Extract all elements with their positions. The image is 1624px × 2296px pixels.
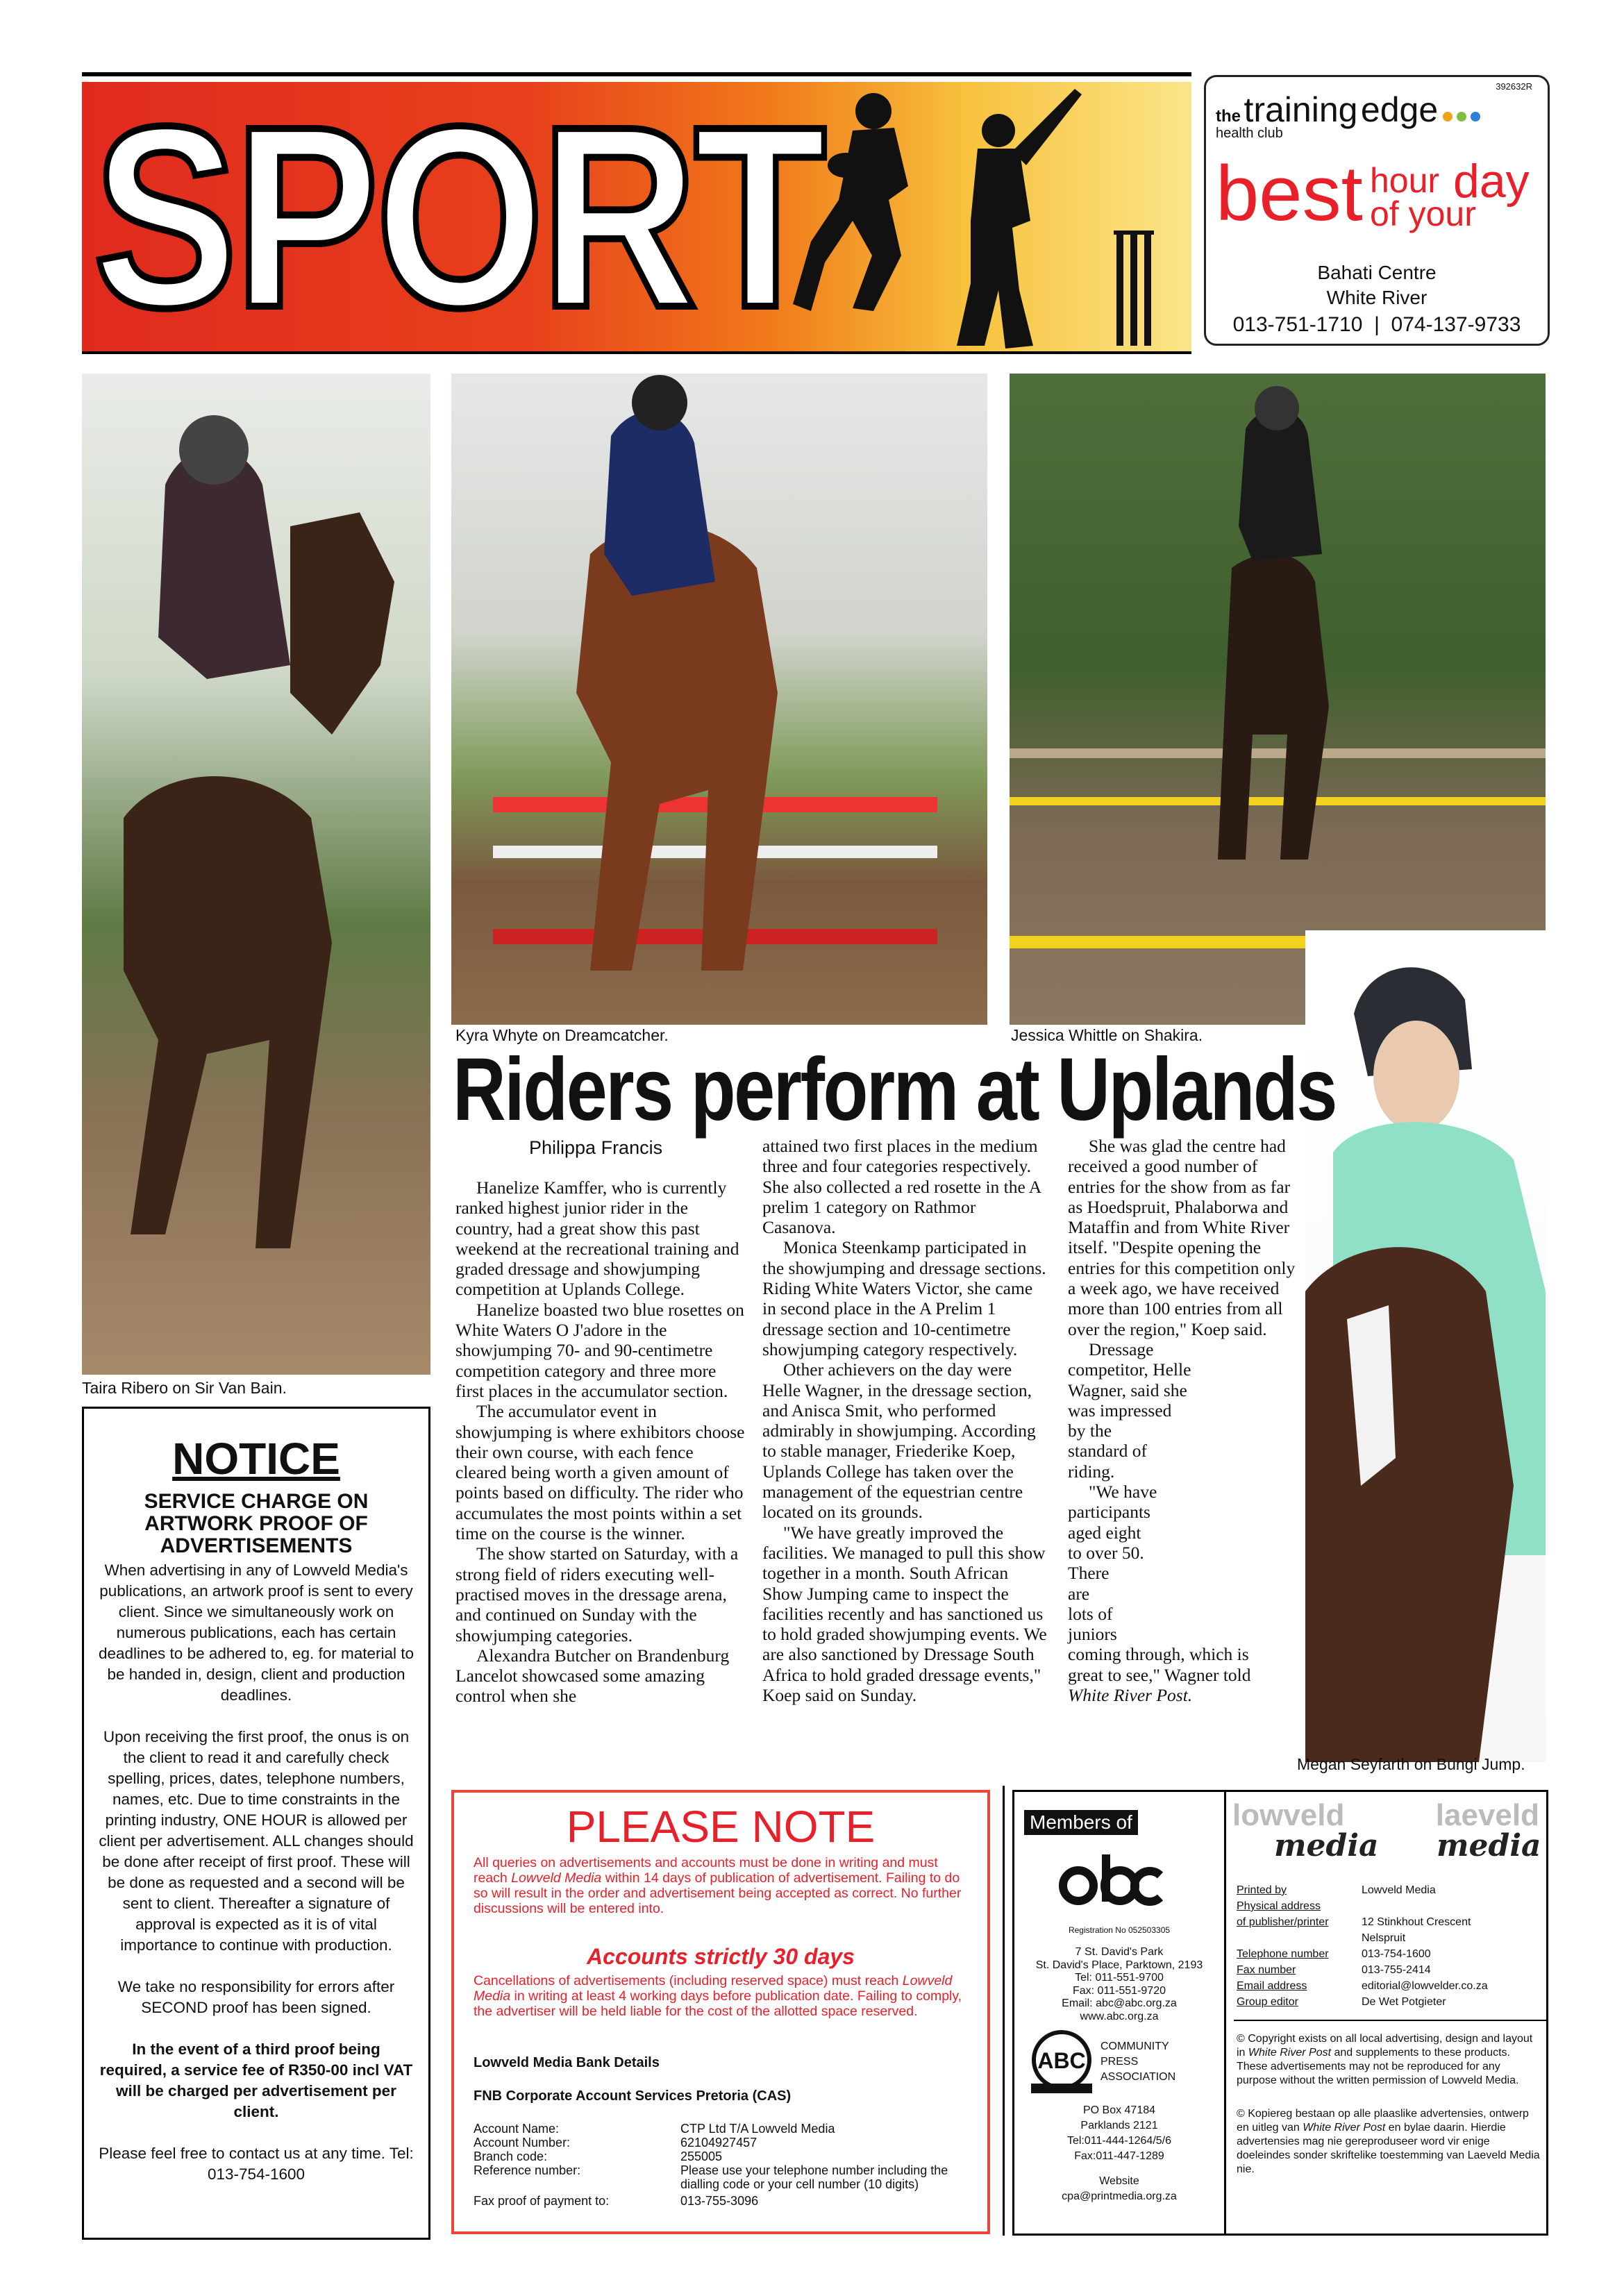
abc-address xyxy=(1014,1946,1224,2023)
logo-2-top: laeveld xyxy=(1435,1798,1539,1832)
col2-para-3: Other achievers on the day were Helle Wagner, in the dressage section, and Anisca Smit, who performed admirably in showjumping. According to stable manager, Friederike Koep, Uplands College has taken over the management of the equestrian centre located on its grounds. xyxy=(762,1359,1036,1523)
col3-line: Dressage xyxy=(1089,1339,1154,1359)
top-rule xyxy=(82,72,1191,76)
ad-location-2: White River xyxy=(1326,287,1428,308)
imprint-label: Printed by xyxy=(1237,1884,1287,1896)
article-headline: Riders perform at Uplands xyxy=(453,1040,1336,1139)
imprint-value: 013-754-1600 xyxy=(1362,1948,1431,1960)
imprint-label: Fax number xyxy=(1237,1964,1296,1976)
bank-row-label: Reference number: xyxy=(474,2163,581,2177)
pn-para1-em: Lowveld Media xyxy=(511,1870,602,1886)
col2-para-1: attained two first places in the medium three and four categories respectively. She also collected a red rosette in the A prelim 1 category on Rathmor Casanova. xyxy=(762,1136,1041,1238)
please-note-para-1 xyxy=(474,1855,971,1916)
copyright-en-b: and supplements to these products. These advertisements may not be reproduced for any purpose without the written permission of Lowveld Media. xyxy=(1237,2047,1519,2086)
abc-address-line: Tel: 011-551-9700 xyxy=(1075,1972,1164,1984)
article-byline: Philippa Francis xyxy=(529,1137,663,1158)
col3-line: coming through, which is xyxy=(1068,1644,1249,1665)
imprint-label: Group editor xyxy=(1237,1996,1298,2008)
col1-para-1: Hanelize Kamffer, who is currently ranked highest junior rider in the country, had a great show this past weekend at the recreational training and graded dressage and showjumping competition at Uplands College. xyxy=(455,1178,739,1300)
notice-subtitle: SERVICE CHARGE ON ARTWORK PROOF OF ADVERTISEMENTS xyxy=(144,1490,369,1557)
copyright-en xyxy=(1237,2032,1542,2088)
cpa-address-line: Parklands 2121 xyxy=(1080,2120,1158,2131)
bank-row xyxy=(474,2122,971,2136)
caption-kyra-whyte: Kyra Whyte on Dreamcatcher. xyxy=(455,1026,669,1044)
notice-para-1: When advertising in any of Lowveld Media's publications, an artwork proof is sent to every client. Since we simultaneously work on numerous publications, each has certain deadlines to be adhered to, eg. for material to be handed in, design, client and production deadlines. xyxy=(98,1561,415,1704)
cpa-address-line: Tel:011-444-1264/5/6 xyxy=(1066,2135,1172,2147)
col3-line: great to see," Wagner told xyxy=(1068,1664,1251,1685)
imprint-table xyxy=(1237,1882,1542,2010)
photo-kyra-whyte xyxy=(451,374,987,1025)
notice-para-4: In the event of a third proof being required, a service fee of R350-00 incl VAT will be charged per advertisement per client. xyxy=(99,2041,413,2120)
cpa-website-label: Website xyxy=(1099,2175,1139,2187)
bank-row-value: 62104927457 xyxy=(680,2136,757,2150)
abc-logo-icon xyxy=(1057,1847,1169,1910)
col2-para-2: Monica Steenkamp participated in the showjumping and dressage sections. Riding White Waters Victor, she came in second place in the A Prelim 1 dressage section and 10-centimetre showjumping category respectively. xyxy=(762,1237,1046,1359)
ad-phones: 013-751-1710 | 074-137-9733 xyxy=(1232,313,1521,336)
bank-row xyxy=(474,2194,971,2208)
ad-location-1: Bahati Centre xyxy=(1317,262,1437,283)
ad-ref: 392632R xyxy=(1496,81,1532,92)
bank-row-label: Account Number: xyxy=(474,2136,571,2150)
ad-dots-icon xyxy=(1441,110,1483,126)
training-edge-ad[interactable] xyxy=(1204,75,1550,346)
photo-megan-seyfarth xyxy=(1305,930,1546,1762)
bank-details-table xyxy=(474,2122,971,2208)
imprint-value[interactable]: editorial@lowvelder.co.za xyxy=(1362,1980,1488,1992)
notice-para-5: Please feel free to contact us at any time. Tel: 013-754-1600 xyxy=(99,2145,414,2183)
bank-row xyxy=(474,2136,971,2150)
copyright-af-b: en bylae daarin. Hierdie advertensies mag nie gereproduseer word vir enige doeleindes sonder skriftelike toestemming van Laeveld Media nie. xyxy=(1237,2122,1540,2175)
col3-line-end: White River Post. xyxy=(1068,1685,1193,1706)
pn-para2-em: Lowveld Media xyxy=(474,1973,953,2004)
col1-para-5: Alexandra Butcher on Brandenburg Lancelot showcased some amazing control when she xyxy=(455,1645,730,1707)
publisher-info-box xyxy=(1012,1790,1548,2236)
ad-slogan-hour: hour xyxy=(1370,161,1440,200)
cpa-address-line: PO Box 47184 xyxy=(1082,2104,1156,2116)
bank-row-value: CTP Ltd T/A Lowveld Media xyxy=(680,2122,835,2136)
notice-para-3: We take no responsibility for errors after SECOND proof has been signed. xyxy=(117,1978,395,2016)
svg-text:ABC: ABC xyxy=(1037,2048,1086,2073)
article-column-1 xyxy=(455,1178,747,1707)
bank-row-value: Please use your telephone number including the dialling code or your cell number (10 digits) xyxy=(680,2163,948,2191)
bank-row-value: 255005 xyxy=(680,2150,723,2163)
copyright-af xyxy=(1237,2107,1542,2177)
col3-wrap-lines xyxy=(1068,1339,1298,1705)
col3-line: "We have xyxy=(1089,1482,1157,1502)
col3-line: by the xyxy=(1068,1421,1112,1441)
imprint-label: Email address xyxy=(1237,1980,1307,1992)
col3-line: lots of xyxy=(1068,1603,1113,1624)
sport-title: SPORT xyxy=(93,82,823,351)
imprint-row xyxy=(1237,1882,1542,1898)
pn-para1-b: within 14 days of publication of advertisement. Failing to do so will result in the order and advertisement being accepted as correct. No further discussions will be entered into. xyxy=(474,1870,962,1916)
imprint-divider xyxy=(1234,2020,1546,2021)
please-note-title: PLEASE NOTE xyxy=(566,1802,876,1852)
bank-row-label: Branch code: xyxy=(474,2150,548,2163)
cpa-logo-icon xyxy=(1028,2028,1095,2095)
article-column-3 xyxy=(1068,1136,1298,1705)
separator-vertical xyxy=(1003,1786,1005,2236)
sport-banner xyxy=(82,82,1191,351)
notice-para-2: Upon receiving the first proof, the onus is on the client to read it and carefully check spelling, prices, dates, telephone numbers, names, etc. Due to time constraints in the printing industry, ONE HOUR is allowed per client per advertisement. ALL changes should be done after receipt of first proof. These will be done as requested and a second will be sent to client. Thereafter a signature of approval is expected as it is of vital importance to continue with production. xyxy=(99,1728,414,1954)
bank-row-label: Fax proof of payment to: xyxy=(474,2194,610,2208)
photo-jessica-whittle xyxy=(1010,374,1546,1025)
imprint-value: 12 Stinkhout Crescent xyxy=(1362,1916,1471,1928)
bank-row xyxy=(474,2163,971,2191)
bank-row-value: 013-755-3096 xyxy=(680,2194,759,2208)
ad-the: the xyxy=(1216,107,1241,126)
photo-taira-ribero xyxy=(82,374,430,1375)
ad-brand-edge: edge xyxy=(1360,90,1439,129)
pn-para1-a: All queries on advertisements and accounts must be done in writing and must reach xyxy=(474,1855,938,1886)
imprint-row xyxy=(1237,1994,1542,2010)
col3-line: to over 50. xyxy=(1068,1542,1144,1563)
imprint-label xyxy=(1237,1930,1362,1946)
laeveld-media-logo xyxy=(1392,1800,1545,1867)
copyright-en-em: White River Post xyxy=(1248,2047,1332,2059)
imprint-label: Physical address xyxy=(1237,1900,1321,1912)
col3-line: aged eight xyxy=(1068,1522,1141,1543)
logo-1-bottom: media xyxy=(1274,1828,1379,1863)
pn-para2-a: Cancellations of advertisements (including reserved space) must reach xyxy=(474,1973,903,1988)
notice-title: NOTICE xyxy=(172,1434,340,1484)
col3-line: participants xyxy=(1068,1502,1150,1523)
ad-slogan-best: best xyxy=(1216,150,1363,237)
imprint-value: De Wet Potgieter xyxy=(1362,1996,1446,2008)
info-separator xyxy=(1224,1792,1226,2234)
cpa-address-line: Fax:011-447-1289 xyxy=(1074,2150,1164,2162)
masthead-bottom-rule xyxy=(82,351,1191,354)
col3-para-1: She was glad the centre had received a good number of entries for the show from as far as Hoedspruit, Phalaborwa and Mataffin and from White River itself. "Despite opening the entries for this competition only a week ago, we have received more than 100 entries from all over the region," Koep said. xyxy=(1068,1136,1296,1339)
col3-line: competitor, Helle xyxy=(1068,1359,1191,1380)
notice-box xyxy=(82,1407,430,2240)
copyright-af-em: White River Post xyxy=(1303,2122,1386,2134)
logo-1-top: lowveld xyxy=(1232,1798,1345,1832)
col3-line: was impressed xyxy=(1068,1400,1172,1421)
bank-title: Lowveld Media Bank Details xyxy=(474,2055,660,2070)
col3-line: There xyxy=(1068,1563,1110,1584)
imprint-row xyxy=(1237,1978,1542,1994)
ad-brand-sub: health club xyxy=(1216,126,1283,141)
pn-para2-b: in writing at least 4 working days before publication date. Failing to comply, the advertiser will be held liable for the cost of the allotted space reserved. xyxy=(474,1988,962,2019)
imprint-row xyxy=(1237,1930,1542,1946)
logo-2-bottom: media xyxy=(1437,1828,1541,1863)
col1-para-4: The show started on Saturday, with a strong field of riders executing well-practised moves in the dressage arena, and continued on Sunday with the showjumping categories. xyxy=(455,1543,739,1645)
bank-name: FNB Corporate Account Services Pretoria (CAS) xyxy=(474,2088,792,2104)
ad-slogan-day: day xyxy=(1453,155,1530,208)
col3-line: Wagner, said she xyxy=(1068,1380,1187,1400)
bank-row-label: Account Name: xyxy=(474,2122,560,2136)
please-note-para-2 xyxy=(474,1973,971,2019)
caption-megan-seyfarth: Megan Seyfarth on Bungi Jump. xyxy=(1297,1755,1525,1773)
imprint-row xyxy=(1237,1914,1542,1930)
please-note-box xyxy=(451,1790,990,2234)
imprint-row xyxy=(1237,1962,1542,1978)
bank-row xyxy=(474,2150,971,2163)
col3-line: juniors xyxy=(1068,1624,1117,1645)
cpa-address xyxy=(1014,2103,1224,2204)
imprint-label: of publisher/printer xyxy=(1237,1916,1329,1928)
abc-reg: Registration No 052503305 xyxy=(1068,1925,1171,1935)
col3-line: standard of xyxy=(1068,1441,1148,1461)
cpa-name: COMMUNITY PRESS ASSOCIATION xyxy=(1100,2041,1176,2083)
col1-para-2: Hanelize boasted two blue rosettes on White Waters O J'adore in the showjumping 70- and 90-centimetre competition category and three more first places in the accumulator section. xyxy=(455,1299,744,1401)
imprint-value: Lowveld Media xyxy=(1362,1884,1436,1896)
cpa-website[interactable]: cpa@printmedia.org.za xyxy=(1062,2190,1177,2202)
col3-line: riding. xyxy=(1068,1461,1115,1482)
members-of-label: Members of xyxy=(1024,1810,1138,1835)
abc-address-line: St. David's Place, Parktown, 2193 xyxy=(1035,1959,1203,1971)
caption-taira-ribero: Taira Ribero on Sir Van Bain. xyxy=(82,1379,287,1397)
abc-address-line: Fax: 011-551-9720 xyxy=(1072,1984,1166,1997)
athletes-silhouette-graphic xyxy=(769,82,1191,351)
imprint-row xyxy=(1237,1946,1542,1962)
abc-address-line: www.abc.org.za xyxy=(1080,2010,1159,2022)
imprint-label: Telephone number xyxy=(1237,1948,1329,1960)
caption-jessica-whittle: Jessica Whittle on Shakira. xyxy=(1011,1026,1203,1044)
imprint-value: Nelspruit xyxy=(1362,1932,1406,1944)
please-note-subtitle: Accounts strictly 30 days xyxy=(587,1944,855,1969)
lowveld-media-logo xyxy=(1232,1800,1385,1867)
copyright-en-a: © Copyright exists on all local advertising, design and layout in xyxy=(1237,2033,1533,2059)
imprint-row xyxy=(1237,1898,1542,1914)
ad-slogan-ofyour: of your xyxy=(1370,194,1476,233)
col3-line: are xyxy=(1068,1583,1090,1604)
abc-address-line: Email: abc@abc.org.za xyxy=(1062,1997,1177,2009)
imprint-value: 013-755-2414 xyxy=(1362,1964,1431,1976)
ad-brand-training: training xyxy=(1244,90,1358,129)
col2-para-4: "We have greatly improved the facilities. We managed to pull this show together in a month. South African Show Jumping came to inspect the facilities recently and has sanctioned us to hold graded showjumping events. We are also sanctioned by Dressage South Africa to hold graded dressage events," Koep said on Sunday. xyxy=(762,1522,1047,1706)
abc-address-line: 7 St. David's Park xyxy=(1075,1946,1164,1958)
copyright-af-a: © Kopiereg bestaan op alle plaaslike advertensies, ontwerp en uitleg van xyxy=(1237,2108,1529,2134)
article-column-2 xyxy=(762,1136,1050,1705)
col1-para-3: The accumulator event in showjumping is where exhibitors choose their own course, with each fence cleared being worth a given amount of points based on difficulty. The rider who accumulates the most points within a set time on the course is the winner. xyxy=(455,1401,745,1544)
